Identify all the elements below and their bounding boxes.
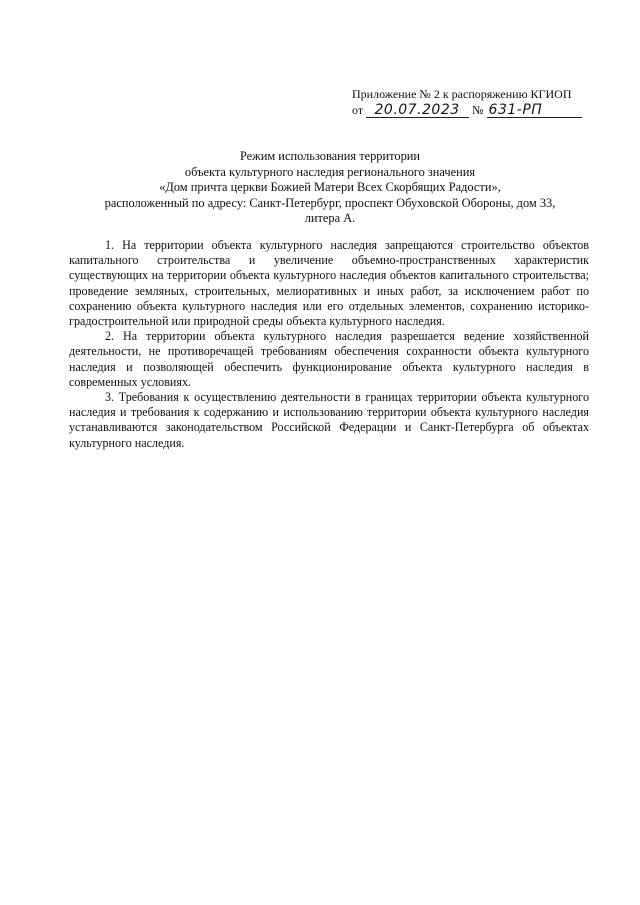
- title-line-1: Режим использования территории: [239, 149, 421, 163]
- title-line-3: «Дом причта церкви Божией Матери Всех Скорбящих Радости»,: [159, 180, 501, 194]
- appendix-header: [352, 86, 602, 118]
- paragraph-1: 1. На территории объекта культурного наследия запрещаются строительство объектов капитального строительства и увеличение объемно-пространственных характеристик существующих на территории объекта культурного наследия объектов капитального строительства; проведение земляных, строительных, мелиоративных и иных работ, за исключением работ по сохранению объекта культурного наследия или его отдельных элементов, сохранению историко-градостроительной или природной среды объекта культурного наследия.: [69, 238, 589, 329]
- paragraph-2: 2. На территории объекта культурного наследия разрешается ведение хозяйственной деятельности, не противоречащей требованиям обеспечения сохранности объекта культурного наследия и позволяющей обеспечить функционирование объекта культурного наследия в современных условиях.: [69, 329, 589, 389]
- handwritten-date: 20.07.2023: [366, 103, 469, 118]
- title-line-2: объекта культурного наследия регионального значения: [184, 164, 476, 179]
- number-label: №: [472, 103, 484, 117]
- title-line-5: литера А.: [304, 211, 356, 225]
- appendix-line: Приложение № 2 к распоряжению КГИОП: [352, 87, 572, 101]
- document-title: [60, 149, 600, 227]
- paragraph-3: 3. Требования к осуществлению деятельности в границах территории объекта культурного наследия и требования к содержанию и использованию территории объекта культурного наследия устанавливаются законодательством Российской Федерации и Санкт-Петербурга об объектах культурного наследия.: [69, 390, 589, 450]
- document-body: [69, 238, 589, 451]
- title-line-4: расположенный по адресу: Санкт-Петербург, проспект Обуховской Обороны, дом 33,: [104, 195, 556, 210]
- order-date-number-line: [352, 102, 602, 118]
- from-label: от: [352, 103, 364, 117]
- handwritten-order-number: 631-РП: [487, 103, 582, 118]
